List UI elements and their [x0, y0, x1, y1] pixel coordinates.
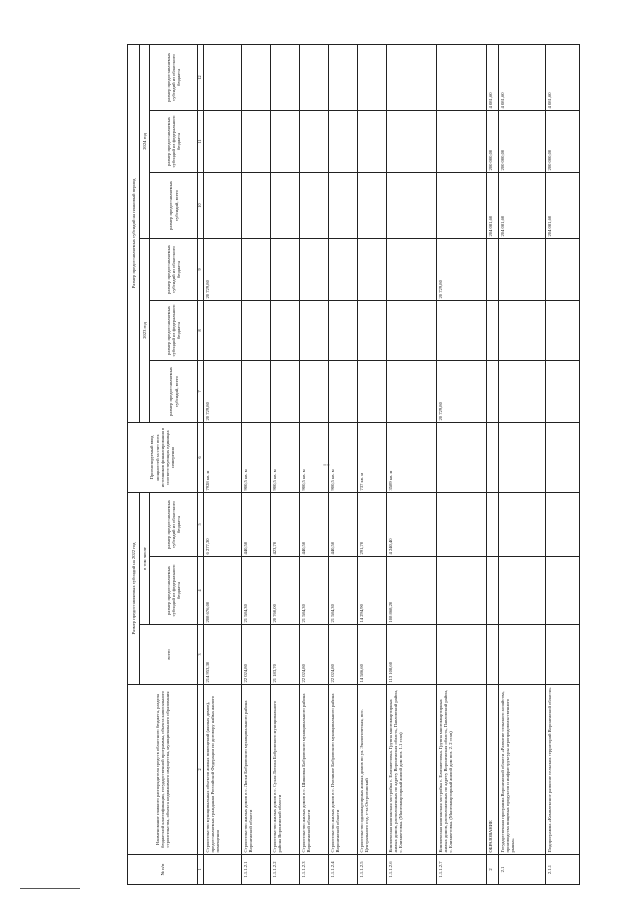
row-value — [486, 625, 498, 685]
header-2022-reg: размер предоставляемых субсидий из областного бюджета — [150, 492, 198, 556]
row-value — [486, 300, 498, 360]
header-2023-total: размер предоставляемых субсидий, всего — [150, 360, 198, 422]
row-value — [270, 300, 299, 360]
column-index: 2 — [198, 685, 204, 855]
row-value — [241, 238, 270, 300]
row-value — [545, 300, 579, 360]
row-number: 1.1.1.2.5 — [357, 855, 386, 885]
row-value — [241, 300, 270, 360]
row-value: 14 586,60 — [357, 625, 386, 685]
row-value — [241, 172, 270, 238]
row-value — [498, 492, 545, 556]
row-value — [299, 110, 328, 172]
column-index: 3 — [198, 625, 204, 685]
header-2023: 2023 год — [140, 238, 150, 422]
row-value — [241, 360, 270, 422]
row-value: 900,5 кв. м — [270, 422, 299, 492]
row-value — [357, 110, 386, 172]
header-2023-fed: размер предоставляемых субсидий из федерального бюджета — [150, 300, 198, 360]
row-name: Строительство муниципальных объектов жилых помещений (жилых домов), предоставляемых гражданам Российской Федерации по договору найма жилого помещения — [203, 685, 241, 855]
header-2022-total: всего — [140, 625, 198, 685]
scan-mark: == — [323, 463, 330, 469]
row-value — [357, 44, 386, 110]
row-value — [386, 300, 436, 360]
row-value — [498, 557, 545, 625]
row-value: 200 000,00 — [486, 110, 498, 172]
row-value — [328, 110, 357, 172]
row-value — [328, 172, 357, 238]
row-value: 22 024,80 — [241, 625, 270, 685]
header-2024-total: размер предоставляемых субсидий, всего — [150, 172, 198, 238]
row-value: 440,50 — [299, 492, 328, 556]
column-index: 1 — [198, 855, 204, 885]
row-value — [498, 300, 545, 360]
header-2022-fed: размер предоставляемых субсидий из федерального бюджета — [150, 557, 198, 625]
row-value — [299, 238, 328, 300]
row-number: 2.1.1 — [545, 855, 579, 885]
column-index: 7 — [198, 360, 204, 422]
row-value — [203, 172, 241, 238]
row-value — [436, 300, 486, 360]
header-name: Наименование главного распорядителя средств областного бюджета, раздела бюджетной классификации, государственной программы, объекта капитального строительства, объекта недвижимого имущества, муниципального образования — [128, 685, 198, 855]
row-name: Комплексная компактная застройка с. Елизаветовка. Группа многоквартирных жилых домов, расположенных по адресу Воронежская область, Павловский район, с. Елизаветовка. (Многоквартирный жилой дом поз. 2. 2 этап) — [436, 685, 486, 855]
row-value: 4 081,60 — [498, 44, 545, 110]
table-header — [128, 44, 204, 884]
row-value — [545, 360, 579, 422]
row-value — [386, 110, 436, 172]
row-value — [241, 110, 270, 172]
row-value — [270, 360, 299, 422]
row-value — [241, 44, 270, 110]
row-name: Государственная программа Воронежской области «Развитие сельского хозяйства, производства пищевых продуктов и инфраструктуры агропродовольственного рынка» — [498, 685, 545, 855]
row-value: 14 294,90 — [357, 557, 386, 625]
row-value — [299, 300, 328, 360]
table-row — [498, 44, 545, 884]
column-index: 6 — [198, 422, 204, 492]
row-name: Строительство жилых домов в с. Шишовка Бобровского муниципального района Воронежской области — [299, 685, 328, 855]
row-value: 21 584,30 — [328, 557, 357, 625]
row-value — [486, 360, 498, 422]
subsidy-table — [127, 44, 580, 885]
row-value: 291,70 — [357, 492, 386, 556]
row-value: 737 кв. м — [357, 422, 386, 492]
row-value: 20 760,00 — [270, 557, 299, 625]
table-row — [328, 44, 357, 884]
row-value — [203, 110, 241, 172]
row-value: 900,5 кв. м — [299, 422, 328, 492]
row-value: 20 729,80 — [436, 238, 486, 300]
row-value: 20 729,80 — [203, 360, 241, 422]
row-value — [486, 422, 498, 492]
row-value — [270, 110, 299, 172]
header-power: Прогнозируемый ввод мощностей за счет всех источников финансирования в соответствующих единицах измерения — [128, 422, 198, 492]
column-index: 8 — [198, 300, 204, 360]
column-index: 10 — [198, 172, 204, 238]
row-value: 21 183,70 — [270, 625, 299, 685]
row-number — [203, 855, 241, 885]
row-value: 204 081,60 — [498, 172, 545, 238]
row-value: 200 000,00 — [498, 110, 545, 172]
row-value: 7928 кв. м — [203, 422, 241, 492]
column-index: 5 — [198, 492, 204, 556]
table-row — [486, 44, 498, 884]
row-name: Строительство одноквартирных жилых домов по ул. Экологическая, пос. Центрального отд. с-за Острогожский — [357, 685, 386, 855]
rotated-table-sheet — [127, 45, 585, 885]
row-value — [436, 422, 486, 492]
row-name: Строительство жилых домов в с. Сухая Лосиха Бобровского муниципального района Воронежской области — [270, 685, 299, 855]
header-2022-incl: в том числе — [140, 492, 150, 624]
row-name: Строительство жилых домов в с. Пчелиное Бобровского муниципального района Воронежской области — [328, 685, 357, 855]
row-value: 22 024,80 — [328, 625, 357, 685]
row-value — [328, 44, 357, 110]
table-row — [357, 44, 386, 884]
table-row — [203, 44, 241, 884]
row-value — [498, 360, 545, 422]
row-value: 21 584,30 — [299, 557, 328, 625]
row-value — [386, 44, 436, 110]
row-value — [545, 557, 579, 625]
row-value — [328, 360, 357, 422]
row-value: 900,5 кв. м — [241, 422, 270, 492]
row-value: 214 953,30 — [203, 625, 241, 685]
row-number: 1.1.1.2.3 — [299, 855, 328, 885]
row-number: 1.1.1.2.7 — [436, 855, 486, 885]
row-value — [545, 238, 579, 300]
header-2024-reg: размер предоставляемых субсидий из областного бюджета — [150, 44, 198, 110]
header-plan: Размер предоставляемых субсидий на плановый период — [128, 44, 140, 422]
row-value — [328, 300, 357, 360]
row-value: 20 729,80 — [203, 238, 241, 300]
row-value — [203, 300, 241, 360]
row-value: 423,70 — [270, 492, 299, 556]
column-index: 12 — [198, 44, 204, 110]
row-value — [486, 238, 498, 300]
row-value: 4 081,60 — [545, 44, 579, 110]
row-value — [436, 110, 486, 172]
table-row — [386, 44, 436, 884]
row-value — [498, 238, 545, 300]
row-value — [386, 172, 436, 238]
row-value: 113 108,60 — [386, 625, 436, 685]
row-value — [436, 557, 486, 625]
row-number: 2.1 — [498, 855, 545, 885]
row-value: 200 000,00 — [545, 110, 579, 172]
row-value: 4 081,60 — [486, 44, 498, 110]
row-value: 440,50 — [241, 492, 270, 556]
row-value — [299, 360, 328, 422]
row-value — [357, 360, 386, 422]
row-value: 900,5 кв. м — [328, 422, 357, 492]
row-value — [436, 44, 486, 110]
row-value — [299, 44, 328, 110]
table-body — [203, 44, 579, 884]
row-number: 1.1.1.2.6 — [386, 855, 436, 885]
table-row — [241, 44, 270, 884]
row-value — [436, 172, 486, 238]
row-value: 6 277,30 — [203, 492, 241, 556]
row-value — [270, 44, 299, 110]
row-number: 2 — [486, 855, 498, 885]
row-value: 21 584,30 — [241, 557, 270, 625]
row-value — [357, 238, 386, 300]
row-value: 20 729,80 — [436, 360, 486, 422]
table-row — [545, 44, 579, 884]
row-value: 3589 кв. м — [386, 422, 436, 492]
row-value — [436, 625, 486, 685]
row-value: 22 024,80 — [299, 625, 328, 685]
row-value — [486, 557, 498, 625]
row-value — [270, 172, 299, 238]
header-2022: Размер предоставляемых субсидий на 2022 год — [128, 492, 140, 684]
column-index: 9 — [198, 238, 204, 300]
row-value — [270, 238, 299, 300]
row-value: 108 868,20 — [386, 557, 436, 625]
row-value — [545, 422, 579, 492]
table-row — [270, 44, 299, 884]
footer-rule — [20, 888, 80, 889]
row-value — [357, 172, 386, 238]
row-value — [203, 44, 241, 110]
table-row — [299, 44, 328, 884]
row-value — [545, 625, 579, 685]
row-value — [328, 238, 357, 300]
row-value: 204 081,60 — [486, 172, 498, 238]
row-value — [498, 422, 545, 492]
row-value — [486, 492, 498, 556]
row-value — [436, 492, 486, 556]
row-name: Подпрограмма «Комплексное развитие сельских территорий Воронежской области» — [545, 685, 579, 855]
header-num: № п/п — [128, 855, 198, 885]
row-value: 204 081,60 — [545, 172, 579, 238]
row-value — [299, 172, 328, 238]
row-value — [386, 238, 436, 300]
column-index: 4 — [198, 557, 204, 625]
row-value — [386, 360, 436, 422]
row-value — [498, 625, 545, 685]
row-number: 1.1.1.2.4 — [328, 855, 357, 885]
row-name: ОБРАЗОВАНИЕ — [486, 685, 498, 855]
header-2024-fed: размер предоставляемых субсидий из федерального бюджета — [150, 110, 198, 172]
row-value — [357, 300, 386, 360]
header-2024: 2024 год — [140, 44, 150, 238]
row-value: 440,50 — [328, 492, 357, 556]
row-name: Комплексная компактная застройка с. Елизаветовка. Группа многоквартирных жилых домов, расположенных по адресу Воронежская область, Павловский район, с. Елизаветовка. (Многоквартирный жилой дом поз. 1.1 этап) — [386, 685, 436, 855]
header-2023-reg: размер предоставляемых субсидий из областного бюджета — [150, 238, 198, 300]
column-index: 11 — [198, 110, 204, 172]
row-name: Строительство жилых домов в с. Лиски Бобровского муниципального района Воронежской области — [241, 685, 270, 855]
row-value: 4 240,40 — [386, 492, 436, 556]
row-number: 1.1.1.2.1 — [241, 855, 270, 885]
row-value: 208 676,00 — [203, 557, 241, 625]
table-row — [436, 44, 486, 884]
row-value — [545, 492, 579, 556]
row-number: 1.1.1.2.2 — [270, 855, 299, 885]
